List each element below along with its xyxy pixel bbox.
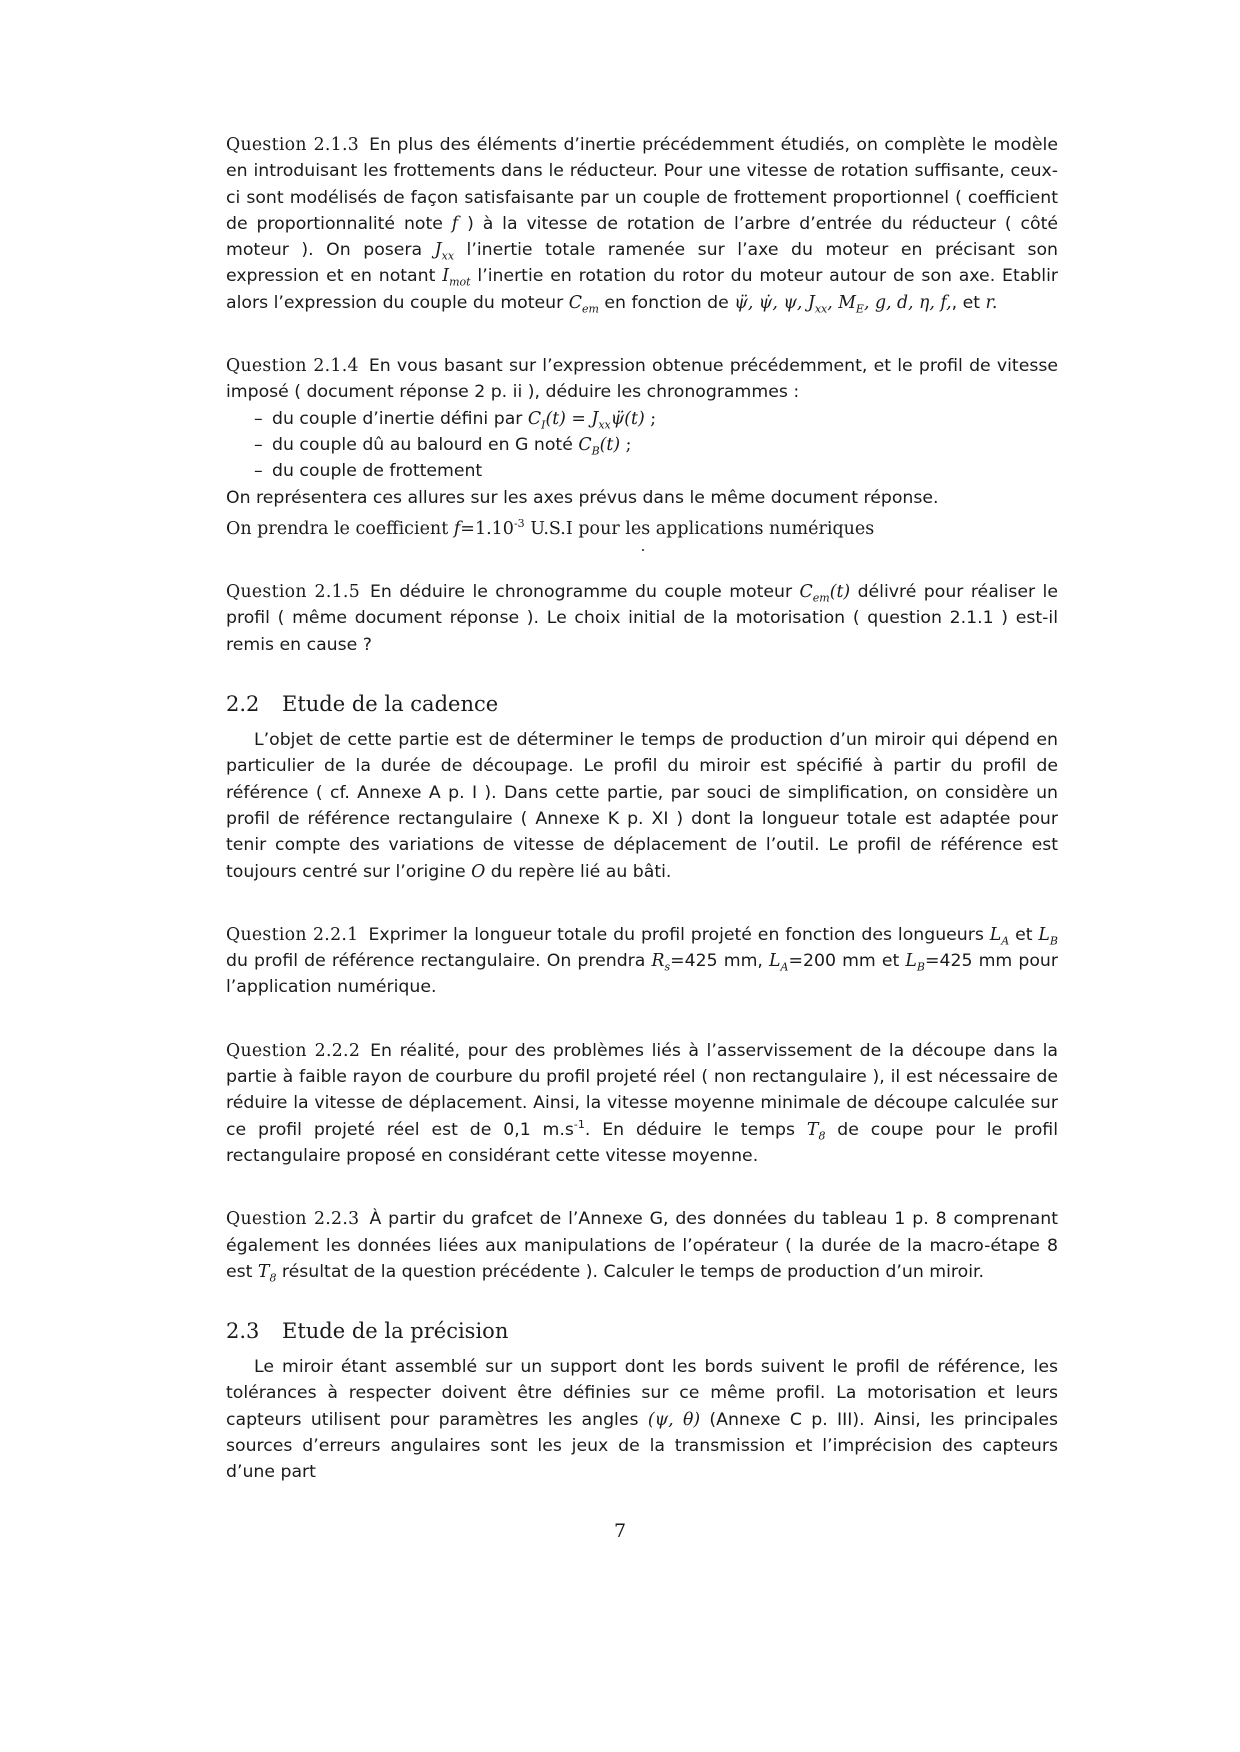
question-label: Question 2.2.1: [226, 924, 359, 945]
question-2-2-2: Question 2.2.2 En réalité, pour des problèmes liés à l’asservissement de la découpe dans la partie à faible rayon de courbure du profil projeté réel ( non rectangulaire ), il est nécessaire de réduire la vitesse de déplacement. Ainsi, la vitesse moyenne minimale de découpe calculée sur ce profil projeté réel est de 0,1 $m.s^{-1}$. En déduire le temps $T_8$ de coupe pour le profil rectangulaire proposé en considérant cette vitesse moyenne.: [226, 1040, 1058, 1166]
list-item: – du couple de frottement: [254, 458, 1058, 484]
list-item: – du couple dû au balourd en G noté $C_B(t)$ ;: [254, 432, 1058, 458]
question-2-2-3: Question 2.2.3 À partir du grafcet de l’Annexe G, des données du tableau 1 p. 8 comprenant également les données liées aux manipulations de l’opérateur ( la durée de la macro-étape 8 est $T_8$ résultat de la question précédente ). Calculer le temps de production d’un miroir.: [226, 1209, 1058, 1285]
question-2-1-3: Question 2.1.3 En plus des éléments d’inertie précédemment étudiés, on complète le modèle en introduisant les frottements dans le réducteur. Pour une vitesse de rotation suffisante, ceux-ci sont modélisés de façon satisfaisante par un couple de frottement proportionnel ( coefficient de proportionnalité note f ) à la vitesse de rotation de l’arbre d’entrée du réducteur ( côté moteur ). On posera $J_{xx}$ l’inertie totale ramenée sur l’axe du moteur en précisant son expression et en notant $I_{mot}$ l’inertie en rotation du rotor du moteur autour de son axe. Etablir alors l’expression du couple du moteur $C_{em}$ en fonction de ψ̈, ψ̇, ψ, $J_{xx}$, $M_E$, g, d, η, f,, et r.: [226, 135, 1059, 316]
page-number: 7: [613, 1520, 627, 1542]
question-label: Question 2.1.5: [226, 582, 361, 603]
stray-mark: [642, 549, 644, 551]
question-2-1-4: Question 2.1.4 En vous basant sur l’expression obtenue précédemment, et le profil de vitesse imposé ( document réponse 2 p. ii ), déduire les chronogrammes :: [226, 356, 1058, 403]
section-heading: 2.3 Etude de la précision: [226, 1319, 509, 1344]
question-label: Question 2.2.2: [226, 1040, 361, 1061]
document-page: [226, 132, 1058, 1486]
question-label: Question 2.2.3: [226, 1209, 360, 1230]
chronogram-list: [226, 406, 1058, 485]
coefficient-note: On prendra le coefficient $f=1.10^{-3}$ U.S.I pour les applications numériques: [226, 517, 875, 539]
section-heading: 2.2 Etude de la cadence: [226, 692, 499, 717]
section-paragraph: Le miroir étant assemblé sur un support dont les bords suivent le profil de référence, les tolérances à respecter doivent être définies sur ce même profil. La motorisation et leurs capteurs utilisent pour paramètres les angles (ψ, θ) (Annexe C p. III). Ainsi, les principales sources d’erreurs angulaires sont les jeux de la transmission et l’imprécision des capteurs d’une part: [226, 1357, 1058, 1483]
answer-instruction: On représentera ces allures sur les axes prévus dans le même document réponse.: [226, 487, 939, 508]
section-paragraph: L’objet de cette partie est de déterminer le temps de production d’un miroir qui dépend en particulier de la durée de découpage. Le profil du miroir est spécifié à partir du profil de référence ( cf. Annexe A p. I ). Dans cette partie, par souci de simplification, on considère un profil de référence rectangulaire ( Annexe K p. XI ) dont la longueur totale est adaptée pour tenir compte des variations de vitesse de déplacement de l’outil. Le profil de référence est toujours centré sur l’origine O du repère lié au bâti.: [226, 730, 1058, 882]
question-2-2-1: Question 2.2.1 Exprimer la longueur totale du profil projeté en fonction des longueurs $L_A$ et $L_B$ du profil de référence rectangulaire. On prendra $R_s=425$ mm, $L_A=200$ mm et $L_B=425$ mm pour l’application numérique.: [226, 924, 1058, 998]
question-2-1-5: Question 2.1.5 En déduire le chronogramme du couple moteur $C_{em}(t)$ délivré pour réaliser le profil ( même document réponse ). Le choix initial de la motorisation ( question 2.1.1 ) est-il remis en cause ?: [226, 582, 1058, 655]
list-item: – du couple d’inertie défini par $C_I(t)$ = $J_{xx}\psï(t)$ ;: [254, 406, 1058, 432]
question-label: Question 2.1.3: [226, 135, 360, 155]
question-label: Question 2.1.4: [226, 356, 359, 377]
